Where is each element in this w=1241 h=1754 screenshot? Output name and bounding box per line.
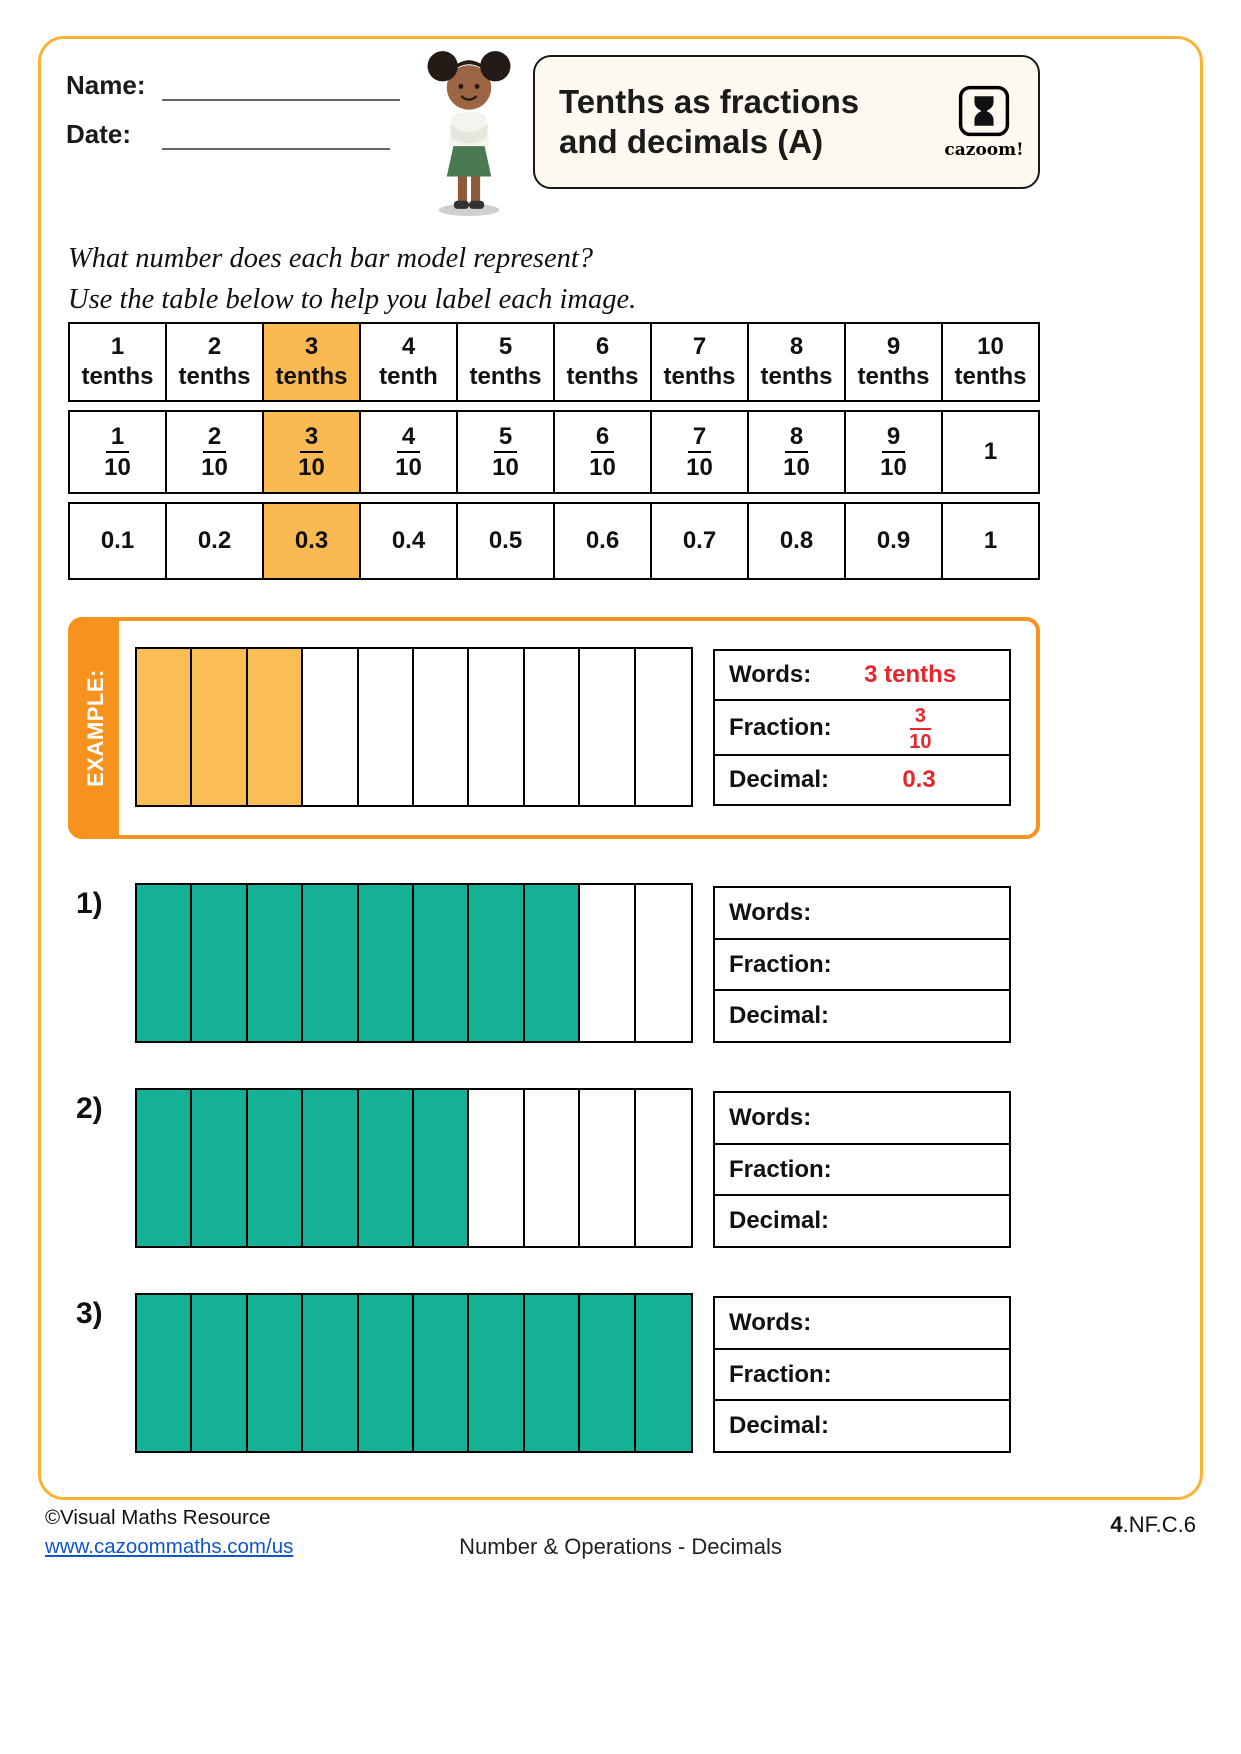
ref-words-number: 8 [789, 333, 804, 360]
question-2-answer-table [713, 1091, 1011, 1248]
q1-words-answer-area[interactable] [865, 898, 955, 928]
ref-words-word: tenths [81, 363, 154, 390]
ref-decimal-cell [554, 503, 651, 579]
words-label: Words: [729, 1308, 812, 1336]
ref-decimal-cell [69, 503, 166, 579]
ref-words-number: 5 [498, 333, 513, 360]
fraction-denominator: 10 [201, 454, 228, 481]
example-words-value: 3 tenths [864, 661, 957, 688]
ref-words-word: tenths [178, 363, 251, 390]
question-1 [0, 883, 1241, 1048]
reference-fractions-row [68, 410, 1040, 494]
bar-cell [303, 885, 358, 1041]
q2-words-row [715, 1093, 1009, 1143]
decimal-value: 0.9 [876, 527, 911, 554]
question-3-bar-model [135, 1293, 693, 1453]
ref-decimal-cell [263, 503, 360, 579]
bar-cell [469, 885, 524, 1041]
fraction-numerator: 3 [300, 423, 323, 453]
bar-cell [469, 1295, 524, 1451]
question-3 [0, 1293, 1241, 1458]
worksheet-title [559, 82, 944, 163]
bar-cell [636, 649, 691, 805]
example-answer-table [713, 649, 1011, 806]
bar-cell [359, 1295, 414, 1451]
standard-code-rest: .NF.C.6 [1122, 1512, 1196, 1537]
name-line[interactable] [162, 75, 400, 101]
decimal-value: 0.7 [682, 527, 717, 554]
cazoom-logo-text: cazoom! [944, 139, 1024, 160]
fraction-label: Fraction: [729, 1155, 832, 1183]
date-field [66, 119, 400, 150]
ref-words-word: tenths [760, 363, 833, 390]
example-tab [72, 621, 119, 835]
fraction-denominator: 10 [783, 454, 810, 481]
bar-cell [192, 1090, 247, 1246]
bar-cell [192, 1295, 247, 1451]
title-box [533, 55, 1040, 189]
ref-words-number: 10 [977, 333, 1004, 360]
ref-words-cell [166, 323, 263, 401]
ref-fraction-cell [942, 411, 1039, 493]
bar-cell [303, 1090, 358, 1246]
bar-cell [525, 649, 580, 805]
ref-fraction-cell [845, 411, 942, 493]
bar-cell [137, 1295, 192, 1451]
fraction-denominator: 10 [395, 454, 422, 481]
fraction-denominator: 10 [104, 454, 131, 481]
website-link[interactable]: www.cazoommaths.com/us [45, 1535, 294, 1558]
name-date-block [66, 70, 400, 168]
ref-decimal-cell [942, 503, 1039, 579]
q2-fraction-answer-area[interactable] [875, 1155, 965, 1185]
bar-cell [303, 1295, 358, 1451]
ref-words-word: tenth [379, 363, 438, 390]
bar-cell [580, 1295, 635, 1451]
fraction-denominator: 10 [589, 454, 616, 481]
q3-fraction-row [715, 1348, 1009, 1400]
bar-cell [137, 885, 192, 1041]
ref-words-number: 9 [886, 333, 901, 360]
ref-words-word: tenths [275, 363, 348, 390]
q2-decimal-row [715, 1194, 1009, 1246]
decimal-value: 0.4 [391, 527, 426, 554]
mascot-girl-illustration [413, 45, 525, 217]
ref-words-number: 3 [304, 333, 319, 360]
instruction-line-2: Use the table below to help you label each image. [68, 284, 637, 316]
q1-words-row [715, 888, 1009, 938]
fraction-denominator: 10 [880, 454, 907, 481]
ref-words-number: 7 [692, 333, 707, 360]
decimal-value: 0.3 [294, 527, 329, 554]
ref-words-cell [69, 323, 166, 401]
bar-cell [137, 1090, 192, 1246]
ref-words-number: 4 [401, 333, 416, 360]
decimal-label: Decimal: [729, 1207, 830, 1235]
bar-cell [248, 1295, 303, 1451]
fraction-numerator: 8 [785, 423, 808, 453]
q2-fraction-row [715, 1143, 1009, 1195]
ref-decimal-cell [845, 503, 942, 579]
ref-fraction-cell [457, 411, 554, 493]
example-box [68, 617, 1040, 839]
ref-words-number: 2 [207, 333, 222, 360]
bar-cell [248, 885, 303, 1041]
decimal-value: 0.1 [100, 527, 135, 554]
question-number: 1) [76, 887, 103, 920]
fraction-numerator: 2 [203, 423, 226, 453]
ref-words-word: tenths [857, 363, 930, 390]
footer [45, 1506, 1196, 1570]
bar-cell [137, 649, 192, 805]
decimal-label: Decimal: [729, 1002, 830, 1030]
decimal-label: Decimal: [729, 766, 830, 793]
fraction-denominator: 10 [492, 454, 519, 481]
bar-cell [192, 649, 247, 805]
title-line-2: and decimals (A) [559, 123, 824, 160]
fraction-numerator: 6 [591, 423, 614, 453]
q3-decimal-row [715, 1399, 1009, 1451]
ref-words-cell [942, 323, 1039, 401]
ref-words-cell [263, 323, 360, 401]
q2-words-answer-area[interactable] [865, 1103, 955, 1133]
words-label: Words: [729, 898, 812, 926]
words-label: Words: [729, 661, 812, 688]
question-number: 2) [76, 1092, 103, 1125]
fraction-numerator: 5 [494, 423, 517, 453]
ref-words-word: tenths [566, 363, 639, 390]
q1-fraction-answer-area[interactable] [875, 950, 965, 980]
decimal-value: 0.8 [779, 527, 814, 554]
cazoom-logo [944, 85, 1024, 160]
ref-decimal-cell [748, 503, 845, 579]
bar-cell [580, 649, 635, 805]
fraction-numerator: 7 [688, 423, 711, 453]
bar-cell [192, 885, 247, 1041]
question-2 [0, 1088, 1241, 1253]
instructions [68, 238, 636, 321]
ref-fraction-cell [651, 411, 748, 493]
decimal-value: 0.2 [197, 527, 232, 554]
fraction-label: Fraction: [729, 713, 832, 741]
bar-cell [525, 1295, 580, 1451]
bar-cell [248, 649, 303, 805]
bar-cell [359, 1090, 414, 1246]
standard-code [1110, 1512, 1196, 1538]
ref-words-word: tenths [469, 363, 542, 390]
ref-words-cell [360, 323, 457, 401]
q3-decimal-answer-area[interactable] [874, 1411, 964, 1441]
ref-decimal-cell [457, 503, 554, 579]
bar-cell [414, 1295, 469, 1451]
bar-cell [525, 1090, 580, 1246]
fraction-label: Fraction: [729, 1360, 832, 1388]
fraction-denominator: 10 [909, 731, 932, 753]
ref-fraction-cell [748, 411, 845, 493]
reference-decimals-row [68, 502, 1040, 580]
ref-words-cell [845, 323, 942, 401]
bar-cell [469, 1090, 524, 1246]
ref-words-number: 6 [595, 333, 610, 360]
fraction-numerator: 4 [397, 423, 420, 453]
decimal-value: 1 [983, 527, 998, 554]
example-tab-label: EXAMPLE: [82, 669, 108, 787]
ref-words-cell [457, 323, 554, 401]
bar-cell [525, 885, 580, 1041]
ref-words-word: tenths [663, 363, 736, 390]
bar-cell [359, 885, 414, 1041]
bar-cell [636, 1090, 691, 1246]
bar-cell [580, 1090, 635, 1246]
date-line[interactable] [162, 124, 390, 150]
q1-decimal-answer-area[interactable] [874, 1001, 964, 1031]
footer-topic-text: Number & Operations - Decimals [459, 1534, 782, 1559]
bar-cell [469, 649, 524, 805]
example-fraction-row [715, 699, 1009, 754]
copyright-text: ©Visual Maths Resource [45, 1506, 271, 1529]
example-fraction-value [909, 701, 931, 754]
bar-cell [580, 885, 635, 1041]
example-decimal-row [715, 754, 1009, 804]
decimal-value: 0.5 [488, 527, 523, 554]
fraction-whole: 1 [983, 438, 998, 465]
ref-words-cell [651, 323, 748, 401]
ref-fraction-cell [69, 411, 166, 493]
ref-fraction-cell [263, 411, 360, 493]
words-label: Words: [729, 1103, 812, 1131]
q2-decimal-answer-area[interactable] [874, 1206, 964, 1236]
ref-words-word: tenths [954, 363, 1027, 390]
bar-cell [303, 649, 358, 805]
ref-words-cell [554, 323, 651, 401]
question-3-answer-table [713, 1296, 1011, 1453]
fraction-denominator: 10 [686, 454, 713, 481]
example-words-row [715, 651, 1009, 699]
question-number: 3) [76, 1297, 103, 1330]
decimal-label: Decimal: [729, 1412, 830, 1440]
q3-fraction-answer-area[interactable] [875, 1360, 965, 1390]
date-label: Date: [66, 119, 132, 149]
q3-words-answer-area[interactable] [865, 1308, 955, 1338]
fraction-numerator: 1 [106, 423, 129, 453]
ref-words-cell [748, 323, 845, 401]
ref-decimal-cell [166, 503, 263, 579]
example-decimal-value: 0.3 [902, 766, 936, 793]
bar-cell [248, 1090, 303, 1246]
standard-code-bold: 4 [1110, 1512, 1123, 1537]
question-1-answer-table [713, 886, 1011, 1043]
example-bar-model [135, 647, 693, 807]
ref-fraction-cell [360, 411, 457, 493]
decimal-value: 0.6 [585, 527, 620, 554]
ref-decimal-cell [651, 503, 748, 579]
bar-cell [414, 649, 469, 805]
q3-words-row [715, 1298, 1009, 1348]
instruction-line-1: What number does each bar model represent? [68, 243, 594, 274]
hourglass-icon [958, 85, 1010, 137]
name-label: Name: [66, 70, 146, 100]
question-2-bar-model [135, 1088, 693, 1248]
bar-cell [636, 885, 691, 1041]
bar-cell [636, 1295, 691, 1451]
name-field [66, 70, 400, 101]
q1-decimal-row [715, 989, 1009, 1041]
fraction-label: Fraction: [729, 950, 832, 978]
bar-cell [359, 649, 414, 805]
q1-fraction-row [715, 938, 1009, 990]
question-1-bar-model [135, 883, 693, 1043]
fraction-denominator: 10 [298, 454, 325, 481]
fraction-numerator: 9 [882, 423, 905, 453]
reference-words-row [68, 322, 1040, 402]
bar-cell [414, 1090, 469, 1246]
bar-cell [414, 885, 469, 1041]
ref-decimal-cell [360, 503, 457, 579]
title-line-1: Tenths as fractions [559, 82, 860, 120]
ref-fraction-cell [166, 411, 263, 493]
ref-words-number: 1 [110, 333, 125, 360]
ref-fraction-cell [554, 411, 651, 493]
fraction-numerator: 3 [910, 705, 931, 730]
